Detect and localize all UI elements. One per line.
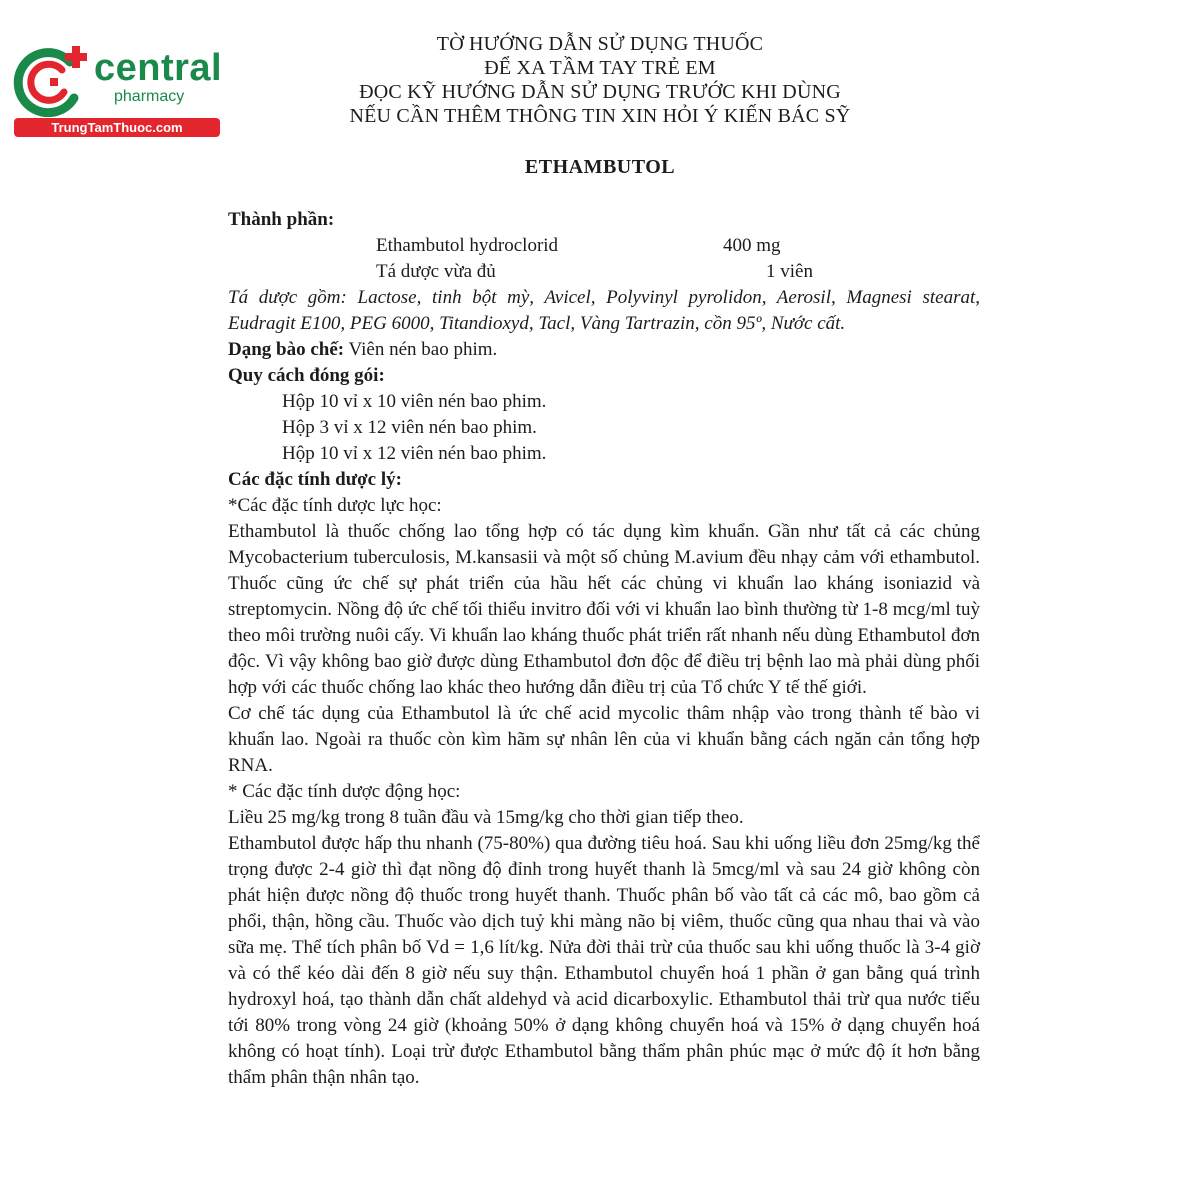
excipients-text: Tá dược gồm: Lactose, tinh bột mỳ, Avicel, Polyvinyl pyrolidon, Aerosil, Magnesi stearat, Eudragit E100, PEG 6000, Titandioxyd, Tacl, Vàng Tartrazin, cồn 95º, Nước cất. [228, 287, 980, 334]
ingredient-row [228, 233, 980, 259]
pharmacodynamics-paragraph-1: Ethambutol là thuốc chống lao tổng hợp có tác dụng kìm khuẩn. Gần như tất cả các chủng Mycobacterium tuberculosis, M.kansasii và một số chủng M.avium đều nhạy cảm với ethambutol. Thuốc cũng ức chế sự phát triển của hầu hết các chủng vi khuẩn lao kháng isoniazid và streptomycin. Nồng độ ức chế tối thiểu invitro đối với vi khuẩn lao bình thường từ 1-8 mcg/ml tuỳ theo môi trường nuôi cấy. Vi khuẩn lao kháng thuốc phát triển rất nhanh nếu dùng Ethambutol đơn độc. Vì vậy không bao giờ được dùng Ethambutol đơn độc để điều trị bệnh lao mà phải dùng phối hợp với các thuốc chống lao khác theo hướng dẫn điều trị của Tổ chức Y tế thế giới. [228, 521, 980, 698]
ingredient-amount: 400 mg [723, 235, 781, 256]
ingredient-name: Ethambutol hydroclorid [376, 235, 559, 256]
pharmacokinetics-paragraph-2: Ethambutol được hấp thu nhanh (75-80%) qua đường tiêu hoá. Sau khi uống liều đơn 25mg/kg thể trọng được 2-4 giờ thì đạt nồng độ đỉnh trong huyết thanh là 5mcg/ml và sau 24 giờ không còn phát hiện được nồng độ thuốc trong huyết thanh. Thuốc phân bố vào tất cả các mô, bao gồm cả phổi, thận, hồng cầu. Thuốc vào dịch tuỷ khi màng não bị viêm, thuốc cũng qua nhau thai và vào sữa mẹ. Thể tích phân bố Vd = 1,6 lít/kg. Nửa đời thải trừ của thuốc sau khi uống thuốc là 3-4 giờ và có thể kéo dài đến 8 giờ nếu suy thận. Ethambutol chuyển hoá 1 phần ở gan bằng quá trình hydroxyl hoá, tạo thành dẫn chất aldehyd và acid dicarboxylic. Ethambutol thải trừ qua nước tiểu tới 80% trong vòng 24 giờ (khoảng 50% ở dạng không chuyển hoá và 15% ở dạng chuyển hoá không có hoạt tính). Loại trừ được Ethambutol bằng thẩm phân phúc mạc ở mức độ ít hơn bằng thẩm phân thận nhân tạo. [228, 833, 980, 1088]
pharmacokinetics-heading: * Các đặc tính dược động học: [228, 781, 461, 802]
packaging-item: Hộp 10 vỉ x 10 viên nén bao phim. [282, 391, 547, 412]
header-line-2: ĐỂ XA TẦM TAY TRẺ EM [484, 57, 716, 79]
logo-sub-text: pharmacy [114, 88, 185, 105]
composition-heading: Thành phần: [228, 209, 335, 230]
dosage-form-value: Viên nén bao phim. [344, 339, 498, 360]
document-header [270, 32, 930, 128]
pharmacology-heading: Các đặc tính dược lý: [228, 469, 402, 490]
packaging-item: Hộp 3 vỉ x 12 viên nén bao phim. [282, 417, 537, 438]
header-line-4: NẾU CẦN THÊM THÔNG TIN XIN HỎI Ý KIẾN BÁC SỸ [349, 105, 851, 127]
dosage-form [228, 337, 980, 363]
ingredient-row [228, 259, 980, 285]
central-pharmacy-logo-mark-icon [10, 40, 94, 124]
header-line-1: TỜ HƯỚNG DẪN SỬ DỤNG THUỐC [436, 33, 764, 55]
document-title: ETHAMBUTOL [524, 156, 676, 178]
dosage-form-label: Dạng bào chế: [228, 339, 345, 360]
logo-brand-text: central [94, 47, 223, 89]
pharmacokinetics-paragraph-1: Liều 25 mg/kg trong 8 tuần đầu và 15mg/kg cho thời gian tiếp theo. [228, 807, 744, 828]
ingredient-amount: 1 viên [766, 261, 813, 282]
header-line-3: ĐỌC KỸ HƯỚNG DẪN SỬ DỤNG TRƯỚC KHI DÙNG [359, 81, 841, 103]
pharmacodynamics-paragraph-2: Cơ chế tác dụng của Ethambutol là ức chế acid mycolic thâm nhập vào trong thành tế bào vi khuẩn lao. Ngoài ra thuốc còn kìm hãm sự nhân lên của vi khuẩn bằng cách ngăn cản tổng hợp RNA. [228, 703, 980, 776]
packaging-item: Hộp 10 vỉ x 12 viên nén bao phim. [282, 443, 547, 464]
ingredient-name: Tá dược vừa đủ [376, 261, 496, 282]
pharmacodynamics-heading: *Các đặc tính dược lực học: [228, 495, 442, 516]
document-body [228, 207, 980, 1091]
logo-site-badge: TrungTamThuoc.com [14, 118, 220, 137]
central-pharmacy-logo [10, 36, 223, 136]
packaging-heading: Quy cách đóng gói: [228, 365, 385, 386]
